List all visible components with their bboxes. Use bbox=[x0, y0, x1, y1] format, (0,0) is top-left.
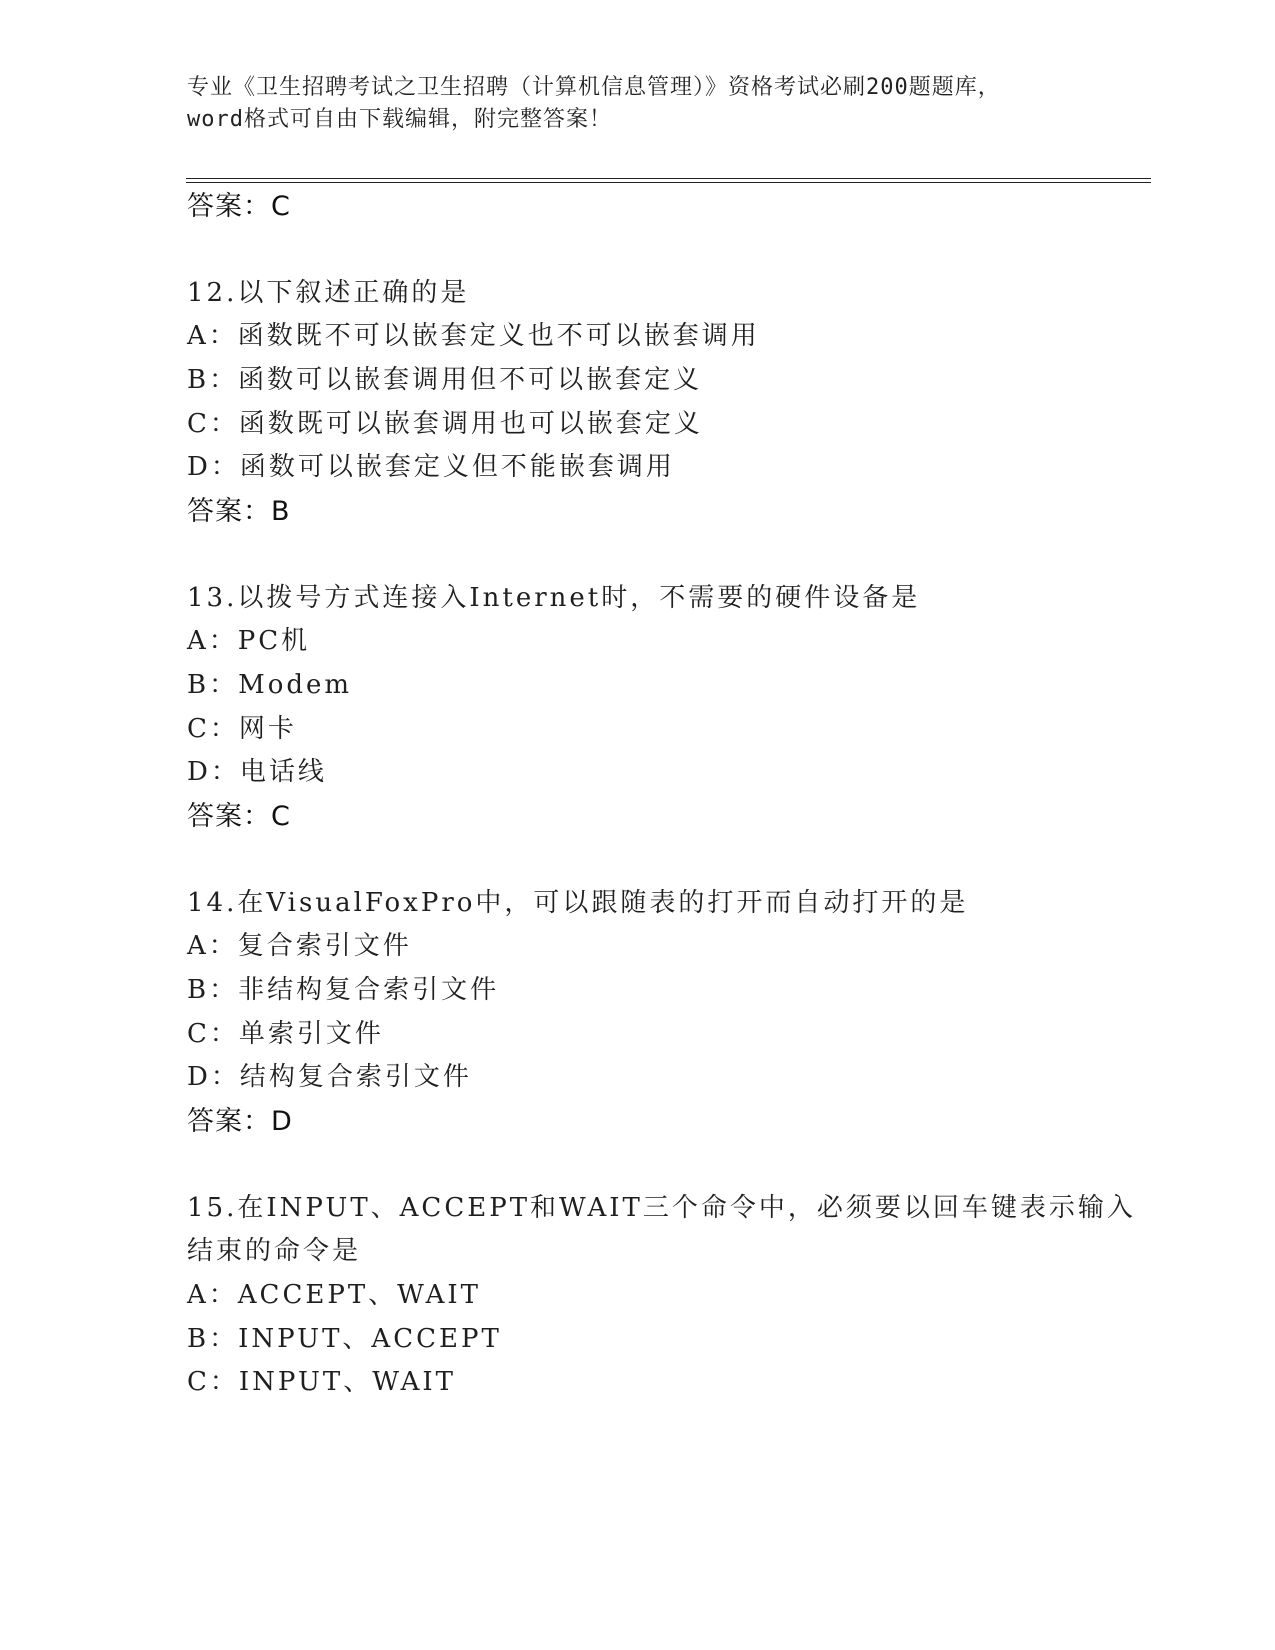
question-13-option-b: B：Modem bbox=[187, 670, 353, 700]
question-14-option-d: D：结构复合索引文件 bbox=[187, 1062, 472, 1092]
question-15-stem: 15.在INPUT、ACCEPT和WAIT三个命令中，必须要以回车键表示输入 bbox=[187, 1193, 1136, 1223]
question-12-option-b: B：函数可以嵌套调用但不可以嵌套定义 bbox=[187, 365, 703, 395]
question-13-option-a: A：PC机 bbox=[187, 626, 311, 656]
question-13-option-d: D：电话线 bbox=[187, 757, 327, 787]
question-13-option-c: C：网卡 bbox=[187, 714, 297, 744]
question-12-option-d: D：函数可以嵌套定义但不能嵌套调用 bbox=[187, 452, 675, 482]
question-14-stem: 14.在VisualFoxPro中，可以跟随表的打开而自动打开的是 bbox=[187, 888, 969, 918]
question-14-answer: 答案：D bbox=[187, 1106, 293, 1137]
question-13-stem: 13.以拨号方式连接入Internet时，不需要的硬件设备是 bbox=[187, 583, 921, 613]
header-line-1: 专业《卫生招聘考试之卫生招聘（计算机信息管理）》资格考试必刷200题题库， bbox=[187, 75, 1001, 100]
question-14-option-b: B：非结构复合索引文件 bbox=[187, 975, 500, 1005]
question-15-option-c: C：INPUT、WAIT bbox=[187, 1367, 457, 1397]
question-13-answer: 答案：C bbox=[187, 801, 291, 832]
question-15-option-a: A：ACCEPT、WAIT bbox=[187, 1280, 481, 1310]
question-12-stem: 12.以下叙述正确的是 bbox=[187, 278, 470, 308]
header-divider-bottom bbox=[186, 182, 1151, 183]
answer-line: 答案：C bbox=[187, 191, 291, 222]
question-14-option-a: A：复合索引文件 bbox=[187, 931, 412, 961]
header-line-2: word格式可自由下载编辑，附完整答案！ bbox=[187, 107, 612, 132]
header-divider-top bbox=[186, 178, 1151, 179]
question-12-answer: 答案：B bbox=[187, 496, 291, 527]
question-12-option-c: C：函数既可以嵌套调用也可以嵌套定义 bbox=[187, 409, 703, 439]
question-14-option-c: C：单索引文件 bbox=[187, 1019, 384, 1049]
question-15-option-b: B：INPUT、ACCEPT bbox=[187, 1324, 502, 1354]
question-15-stem-continued: 结束的命令是 bbox=[187, 1236, 362, 1266]
question-12-option-a: A：函数既不可以嵌套定义也不可以嵌套调用 bbox=[187, 321, 760, 351]
document-header bbox=[187, 72, 1087, 136]
